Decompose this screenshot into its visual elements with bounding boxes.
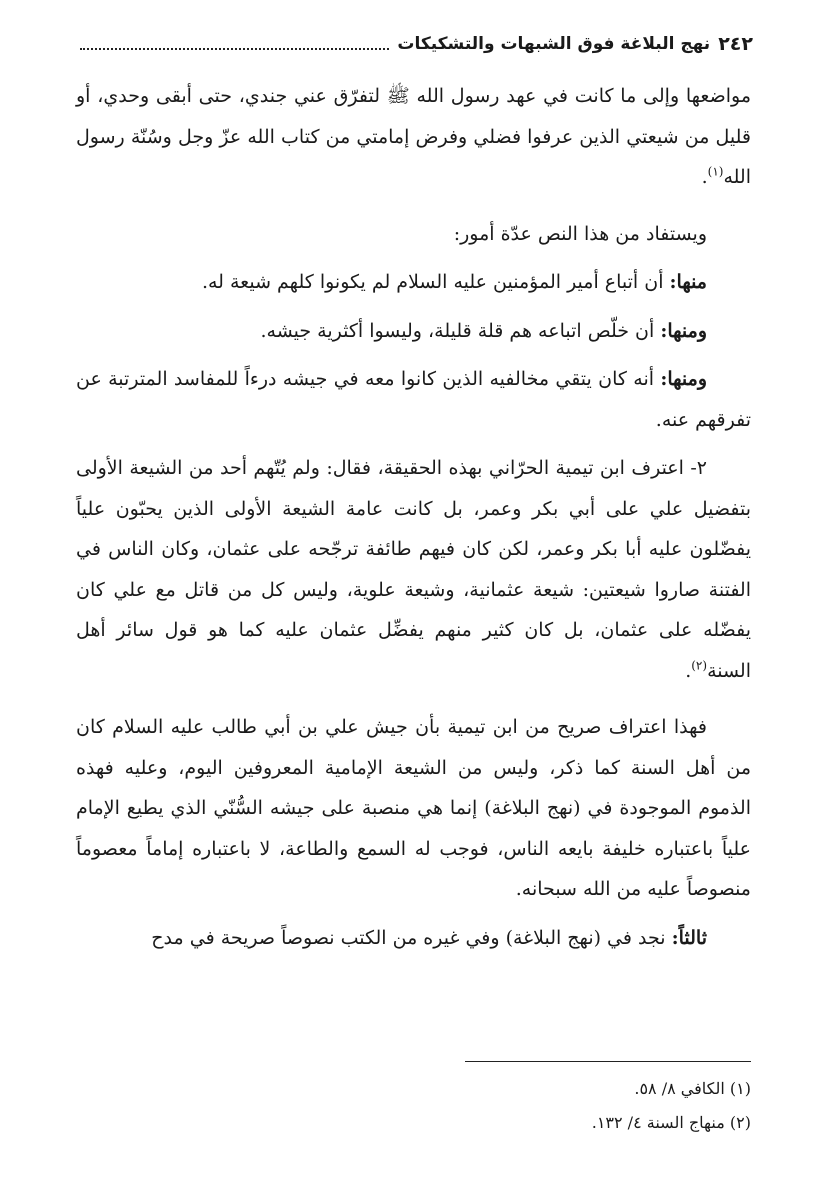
paragraph: ثالثاً: نجد في (نهج البلاغة) وفي غيره من الكتب نصوصاً صريحة في مدح	[151, 926, 707, 949]
footnote: (٢) منهاج السنة ٤/ ١٣٢.	[591, 1113, 751, 1132]
paragraph: فهذا اعتراف صريح من ابن تيمية بأن جيش علي بن أبي طالب عليه السلام كان من أهل السنة كما ذكر، وليس من الشيعة الإمامية المعروفين اليوم، وعليه فهذه الذموم الموجودة في (نهج البلاغة) إنما هي منصبة على جيشه السُّنّي الذي يطيع الإمام علياً باعتباره خليفة بايعه الناس، فوجب له السمع والطاعة، لا باعتباره إماماً معصوماً منصوصاً عليه من الله سبحانه.	[76, 716, 751, 900]
footnotes	[76, 1072, 751, 1140]
bold-lead: ومنها:	[660, 368, 707, 390]
page-body	[76, 76, 751, 966]
footnote: (١) الكافي ٨/ ٥٨.	[634, 1079, 751, 1098]
bold-lead: منها:	[669, 271, 707, 293]
paragraph: ويستفاد من هذا النص عدّة أمور:	[453, 222, 707, 245]
dotted-leader	[80, 48, 389, 50]
footnote-divider	[465, 1061, 751, 1062]
page-number: ٢٤٢	[718, 33, 753, 55]
footnote-ref[interactable]: (٢)	[691, 658, 708, 673]
paragraph: ومنها: أنه كان يتقي مخالفيه الذين كانوا معه في جيشه درءاً للمفاسد المترتبة عن تفرقهم عنه.	[76, 368, 751, 431]
running-header	[80, 26, 753, 62]
paragraph: منها: أن أتباع أمير المؤمنين عليه السلام لم يكونوا كلهم شيعة له.	[201, 271, 707, 293]
bold-lead: ومنها:	[660, 319, 707, 342]
footnote-ref[interactable]: (١)	[707, 164, 724, 179]
paragraph: ٢- اعترف ابن تيمية الحرّاني بهذه الحقيقة، فقال: ولم يُتّهم أحد من الشيعة الأولى بتفضيل علي على أبي بكر وعمر، بل كانت عامة الشيعة الأولى الذين يحبّون علياً يفضّلون عليه أبا بكر وعمر، لكن كان فيهم طائفة ترجّحه على عثمان، وكان الناس في الفتنة صاروا شيعتين: شيعة عثمانية، وشيعة علوية، وليس كل من قاتل مع علي كان يفضّله على عثمان، بل كان كثير منهم يفضِّل عثمان عليه كما هو قول سائر أهل السنة$^{(٢)}$.	[76, 457, 751, 682]
paragraph: مواضعها وإلى ما كانت في عهد رسول الله ﷺ لتفرّق عني جندي، حتى أبقى وحدي، أو قليل من شيعتي الذين عرفوا فضلي وفرض إمامتي من كتاب الله عزّ وجل وسُنّة رسول الله$^{(١)}$.	[76, 85, 751, 188]
paragraph: ومنها: أن خلّص اتباعه هم قلة قليلة، وليسوا أكثرية جيشه.	[260, 319, 707, 342]
running-title: نهج البلاغة فوق الشبهات والتشكيكات	[397, 34, 711, 54]
bold-lead: ثالثاً:	[671, 926, 707, 949]
